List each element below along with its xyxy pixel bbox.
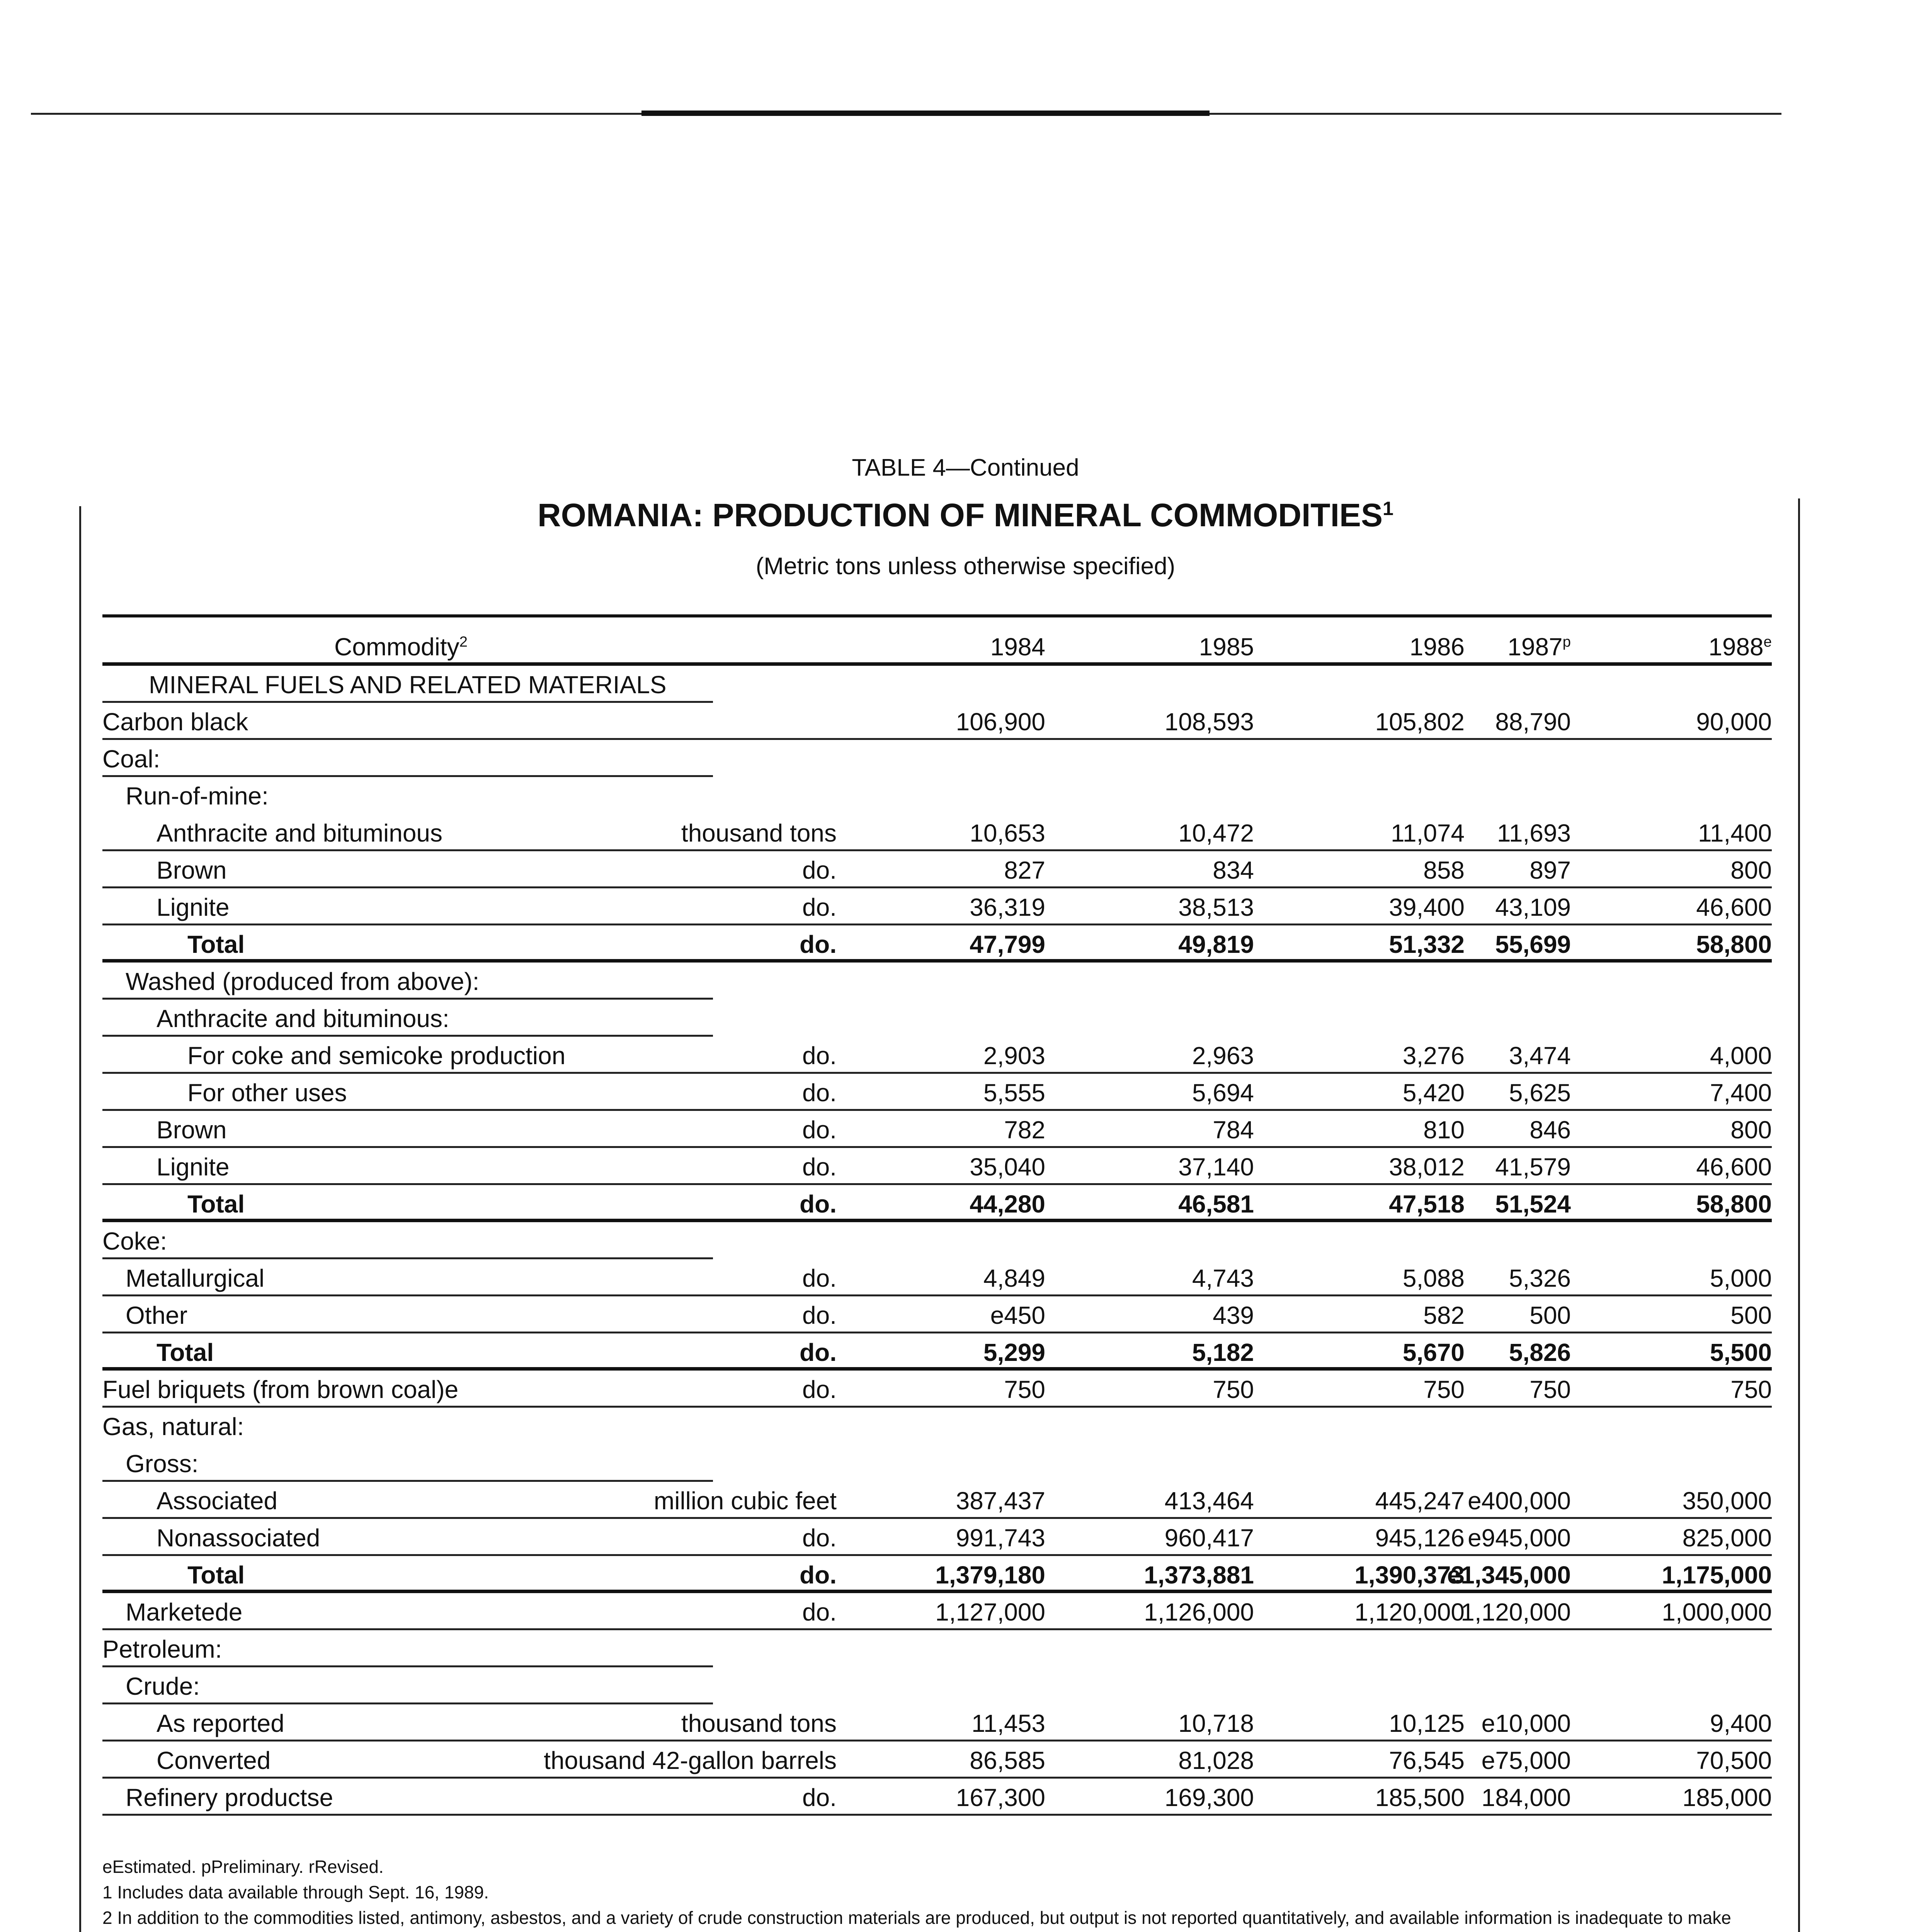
- row-value: 44,280: [970, 1190, 1045, 1218]
- footnotes: [102, 1855, 1776, 1932]
- row-commodity: Nonassociated: [157, 1524, 320, 1552]
- row-value: 185,500: [1375, 1784, 1465, 1811]
- row-value: 11,074: [1391, 819, 1465, 847]
- row-commodity: Total: [187, 1561, 245, 1589]
- row-value: 782: [1004, 1116, 1045, 1144]
- table-row: [102, 1482, 1772, 1519]
- footnote: 1 Includes data available through Sept. 16, 1989.: [102, 1882, 489, 1902]
- row-value: 945,126: [1375, 1524, 1465, 1552]
- row-value: e400,000: [1468, 1487, 1571, 1515]
- row-commodity: Gas, natural:: [102, 1413, 244, 1440]
- row-value: 90,000: [1696, 708, 1772, 736]
- row-unit: do.: [802, 1153, 837, 1181]
- row-value: 350,000: [1682, 1487, 1772, 1515]
- table-row: [102, 1148, 1772, 1185]
- table-row: [102, 1779, 1772, 1816]
- row-unit: do.: [800, 1190, 837, 1218]
- table-row: [102, 777, 1772, 814]
- row-value: 5,500: [1710, 1338, 1772, 1366]
- row-commodity: Associated: [157, 1487, 278, 1515]
- row-value: 858: [1423, 856, 1465, 884]
- row-value: 4,743: [1192, 1264, 1254, 1292]
- row-value: 445,247: [1375, 1487, 1465, 1515]
- row-value: 1,379,180: [935, 1561, 1045, 1589]
- row-commodity: Washed (produced from above):: [126, 968, 480, 995]
- row-value: 750: [1213, 1376, 1254, 1403]
- row-value: 2,963: [1192, 1042, 1254, 1070]
- row-value: e10,000: [1481, 1709, 1571, 1737]
- row-value: 1,120,000: [1461, 1598, 1571, 1626]
- row-value: 88,790: [1495, 708, 1571, 736]
- table-row: [102, 1519, 1772, 1556]
- row-value: e450: [990, 1301, 1045, 1329]
- row-value: 750: [1423, 1376, 1465, 1403]
- row-commodity: For coke and semicoke production: [187, 1042, 566, 1070]
- row-value: 5,326: [1509, 1264, 1571, 1292]
- row-unit: do.: [802, 893, 837, 921]
- header-year: [990, 633, 1045, 661]
- row-value: 35,040: [970, 1153, 1045, 1181]
- row-unit: do.: [802, 1042, 837, 1070]
- row-value: 47,518: [1389, 1190, 1465, 1218]
- header-commodity: [334, 633, 468, 661]
- row-commodity: Lignite: [157, 1153, 230, 1181]
- header-year-label: 1986: [1409, 633, 1465, 661]
- row-commodity: Marketede: [126, 1598, 243, 1626]
- row-value: 800: [1730, 1116, 1772, 1144]
- row-value: e75,000: [1481, 1747, 1571, 1774]
- row-value: 10,125: [1389, 1709, 1465, 1737]
- row-value: 46,581: [1178, 1190, 1254, 1218]
- row-value: 5,555: [983, 1079, 1045, 1107]
- row-commodity: Anthracite and bituminous:: [157, 1005, 449, 1032]
- row-value: 11,400: [1698, 819, 1772, 847]
- row-commodity: Total: [187, 930, 245, 958]
- table-row: [102, 1111, 1772, 1148]
- row-commodity: For other uses: [187, 1079, 347, 1107]
- row-value: 750: [1529, 1376, 1571, 1403]
- row-value: 169,300: [1164, 1784, 1254, 1811]
- row-value: 960,417: [1164, 1524, 1254, 1552]
- table-row: [102, 1296, 1772, 1333]
- row-commodity: Brown: [157, 1116, 227, 1144]
- header-year: [1410, 633, 1465, 661]
- table-row: [102, 1333, 1772, 1371]
- row-value: 86,585: [970, 1747, 1045, 1774]
- row-value: 1,390,373: [1354, 1561, 1465, 1589]
- row-value: 39,400: [1389, 893, 1465, 921]
- row-value: 439: [1213, 1301, 1254, 1329]
- row-value: 5,088: [1402, 1264, 1465, 1292]
- row-value: 7,400: [1710, 1079, 1772, 1107]
- table-label: TABLE 4—Continued: [852, 454, 1079, 481]
- table-row: [102, 1222, 1772, 1259]
- table-row: [102, 1556, 1772, 1593]
- row-value: 5,694: [1192, 1079, 1254, 1107]
- row-value: 3,276: [1402, 1042, 1465, 1070]
- row-value: 38,513: [1178, 893, 1254, 921]
- row-unit: do.: [802, 1116, 837, 1144]
- row-unit: do.: [802, 1079, 837, 1107]
- row-commodity: As reported: [157, 1709, 284, 1737]
- row-value: 750: [1730, 1376, 1772, 1403]
- row-value: 582: [1423, 1301, 1465, 1329]
- table-header-row: [102, 617, 1772, 666]
- table-row: [102, 1704, 1772, 1742]
- row-value: 750: [1004, 1376, 1045, 1403]
- row-value: 991,743: [956, 1524, 1045, 1552]
- row-commodity: Refinery productse: [126, 1784, 333, 1811]
- row-value: 51,524: [1495, 1190, 1571, 1218]
- row-value: 5,420: [1402, 1079, 1465, 1107]
- row-value: 106,900: [956, 708, 1045, 736]
- row-value: 784: [1213, 1116, 1254, 1144]
- table-row: [102, 1630, 1772, 1667]
- row-commodity: Petroleum:: [102, 1635, 222, 1663]
- row-value: 81,028: [1178, 1747, 1254, 1774]
- row-commodity: Total: [187, 1190, 245, 1218]
- row-value: 49,819: [1178, 930, 1254, 958]
- row-value: 105,802: [1375, 708, 1465, 736]
- table-row: [102, 814, 1772, 851]
- table-body: [102, 666, 1772, 1816]
- row-commodity: Carbon black: [102, 708, 248, 736]
- table-row: [102, 1371, 1772, 1408]
- table-title: [0, 497, 1931, 534]
- row-value: 185,000: [1682, 1784, 1772, 1811]
- row-unit: do.: [800, 930, 837, 958]
- header-year-label: 1985: [1199, 633, 1254, 661]
- row-value: 4,000: [1710, 1042, 1772, 1070]
- table-title-note: 1: [1383, 497, 1394, 519]
- row-value: 55,699: [1495, 930, 1571, 958]
- table-title-text: ROMANIA: PRODUCTION OF MINERAL COMMODITIES: [537, 497, 1383, 533]
- row-value: 10,653: [970, 819, 1045, 847]
- row-value: 38,012: [1389, 1153, 1465, 1181]
- table-row: [102, 666, 1772, 703]
- table-row: [102, 1259, 1772, 1296]
- row-commodity: Total: [157, 1338, 214, 1366]
- row-value: 9,400: [1710, 1709, 1772, 1737]
- row-commodity: Coal:: [102, 745, 160, 773]
- table-row: [102, 1408, 1772, 1445]
- header-commodity-label: Commodity: [334, 633, 459, 661]
- row-commodity: Metallurgical: [126, 1264, 265, 1292]
- table-row: [102, 851, 1772, 888]
- row-unit: do.: [802, 1784, 837, 1811]
- row-commodity: Anthracite and bituminous: [157, 819, 442, 847]
- row-unit: thousand tons: [681, 1709, 837, 1737]
- right-margin-rule: [1798, 498, 1800, 1932]
- row-value: 10,472: [1178, 819, 1254, 847]
- row-value: 1,127,000: [935, 1598, 1045, 1626]
- table-row: [102, 963, 1772, 1000]
- table-row: [102, 1445, 1772, 1482]
- table-row: [102, 1074, 1772, 1111]
- header-year-label: 1987: [1507, 633, 1563, 661]
- row-commodity: Coke:: [102, 1227, 167, 1255]
- row-value: 58,800: [1696, 930, 1772, 958]
- row-value: 70,500: [1696, 1747, 1772, 1774]
- header-year: [1199, 633, 1254, 661]
- row-value: 51,332: [1389, 930, 1465, 958]
- row-value: 167,300: [956, 1784, 1045, 1811]
- row-commodity: Crude:: [126, 1672, 200, 1700]
- footnote: 2 In addition to the commodities listed, antimony, asbestos, and a variety of crude construction materials are produced, but output is not reported quantitatively, and available information is inadequate to make: [102, 1908, 1731, 1928]
- row-unit: thousand tons: [681, 819, 837, 847]
- row-value: 834: [1213, 856, 1254, 884]
- row-value: 2,903: [983, 1042, 1045, 1070]
- row-value: 500: [1529, 1301, 1571, 1329]
- table-top-rule: [102, 614, 1772, 617]
- row-unit: do.: [802, 856, 837, 884]
- row-value: 41,579: [1495, 1153, 1571, 1181]
- row-value: 897: [1529, 856, 1571, 884]
- table-row: [102, 1742, 1772, 1779]
- row-value: 810: [1423, 1116, 1465, 1144]
- footnote: eEstimated. pPreliminary. rRevised.: [102, 1857, 384, 1877]
- row-value: 43,109: [1495, 893, 1571, 921]
- row-value: 1,120,000: [1354, 1598, 1465, 1626]
- header-year: [1507, 633, 1571, 661]
- row-value: 46,600: [1696, 893, 1772, 921]
- row-commodity: Other: [126, 1301, 188, 1329]
- row-value: 387,437: [956, 1487, 1045, 1515]
- row-value: 10,718: [1178, 1709, 1254, 1737]
- row-value: 5,000: [1710, 1264, 1772, 1292]
- units-note: (Metric tons unless otherwise specified): [755, 553, 1176, 580]
- header-commodity-note: 2: [459, 633, 468, 650]
- row-unit: do.: [802, 1264, 837, 1292]
- row-value: 846: [1529, 1116, 1571, 1144]
- row-value: 11,693: [1497, 819, 1571, 847]
- row-unit: do.: [800, 1338, 837, 1366]
- row-value: 36,319: [970, 893, 1045, 921]
- table-row: [102, 1000, 1772, 1037]
- header-year-note: p: [1562, 633, 1571, 650]
- row-value: 413,464: [1164, 1487, 1254, 1515]
- row-unit: do.: [800, 1561, 837, 1589]
- row-value: e1,345,000: [1447, 1561, 1571, 1589]
- row-commodity: Gross:: [126, 1450, 199, 1478]
- row-value: 1,373,881: [1144, 1561, 1254, 1589]
- table-row: [102, 1037, 1772, 1074]
- row-value: 47,799: [970, 930, 1045, 958]
- row-value: 46,600: [1696, 1153, 1772, 1181]
- row-value: 58,800: [1696, 1190, 1772, 1218]
- row-commodity: Brown: [157, 856, 227, 884]
- top-rule-thick: [641, 111, 1210, 116]
- row-value: 5,299: [983, 1338, 1045, 1366]
- row-value: 800: [1730, 856, 1772, 884]
- row-value: 5,182: [1192, 1338, 1254, 1366]
- row-value: 1,126,000: [1144, 1598, 1254, 1626]
- row-value: 500: [1730, 1301, 1772, 1329]
- table-row: [102, 1593, 1772, 1630]
- row-value: 825,000: [1682, 1524, 1772, 1552]
- row-commodity: Run-of-mine:: [126, 782, 269, 810]
- row-value: e945,000: [1468, 1524, 1571, 1552]
- row-commodity: MINERAL FUELS AND RELATED MATERIALS: [149, 671, 667, 699]
- header-year: [1708, 633, 1772, 661]
- left-margin-rule: [79, 506, 81, 1932]
- row-value: 1,000,000: [1662, 1598, 1772, 1626]
- header-year-note: e: [1763, 633, 1772, 650]
- row-value: 4,849: [983, 1264, 1045, 1292]
- row-value: 1,175,000: [1662, 1561, 1772, 1589]
- row-commodity: Fuel briquets (from brown coal)e: [102, 1376, 459, 1403]
- row-value: 108,593: [1164, 708, 1254, 736]
- table-row: [102, 925, 1772, 963]
- row-unit: million cubic feet: [653, 1487, 837, 1515]
- table-row: [102, 888, 1772, 925]
- table-row: [102, 740, 1772, 777]
- row-value: 5,670: [1402, 1338, 1465, 1366]
- header-year-label: 1984: [990, 633, 1045, 661]
- row-value: 37,140: [1178, 1153, 1254, 1181]
- row-unit: thousand 42-gallon barrels: [544, 1747, 837, 1774]
- row-value: 76,545: [1389, 1747, 1465, 1774]
- row-unit: do.: [802, 1524, 837, 1552]
- row-value: 827: [1004, 856, 1045, 884]
- row-value: 5,826: [1509, 1338, 1571, 1366]
- row-value: 5,625: [1509, 1079, 1571, 1107]
- table-row: [102, 703, 1772, 740]
- row-commodity: Lignite: [157, 893, 230, 921]
- row-unit: do.: [802, 1376, 837, 1403]
- production-table: [102, 614, 1772, 1816]
- row-unit: do.: [802, 1598, 837, 1626]
- table-row: [102, 1185, 1772, 1222]
- row-value: 184,000: [1481, 1784, 1571, 1811]
- row-unit: do.: [802, 1301, 837, 1329]
- header-year-label: 1988: [1708, 633, 1764, 661]
- row-value: 3,474: [1509, 1042, 1571, 1070]
- row-commodity: Converted: [157, 1747, 271, 1774]
- row-value: 11,453: [971, 1709, 1045, 1737]
- table-row: [102, 1667, 1772, 1704]
